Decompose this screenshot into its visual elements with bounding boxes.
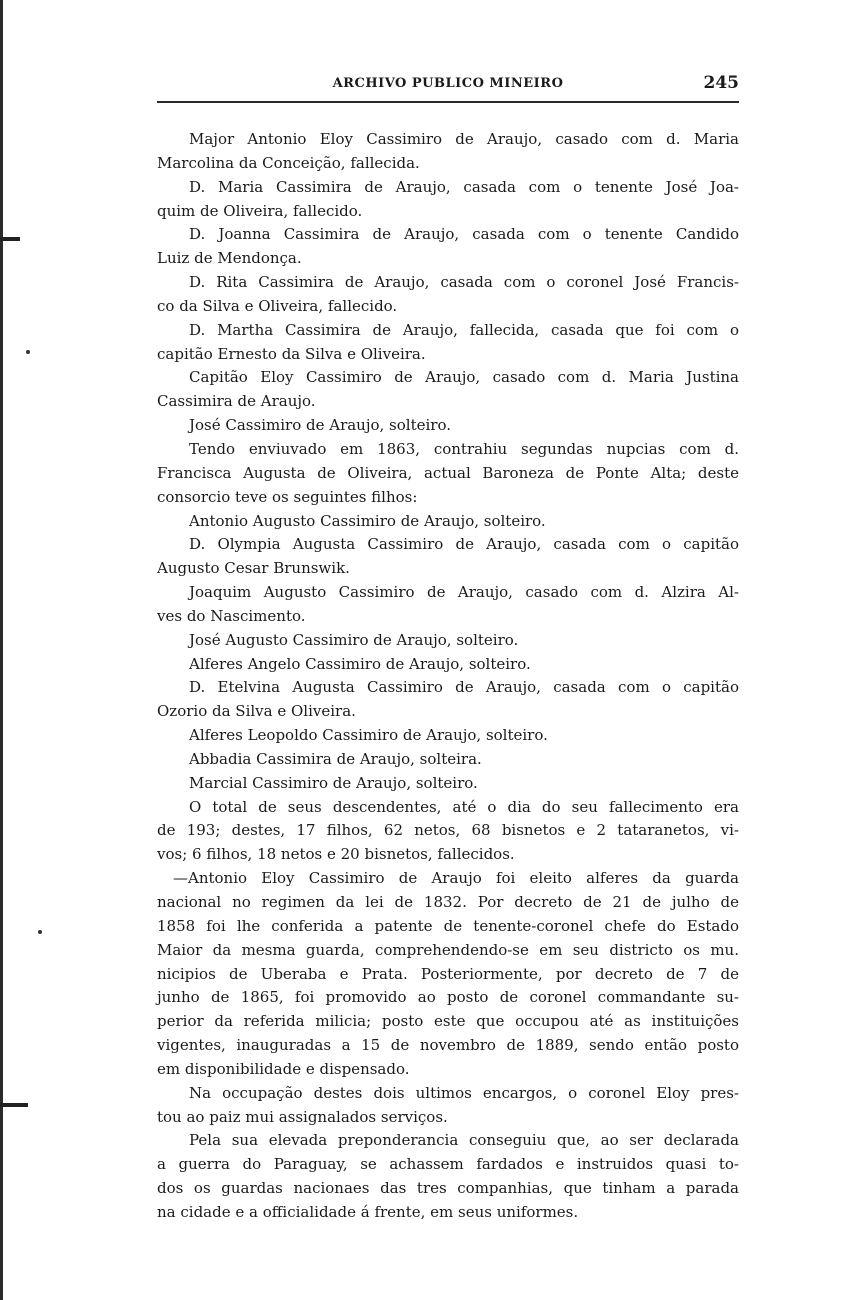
text-line: Abbadia Cassimira de Araujo, solteira. [189, 749, 482, 768]
print-speck [38, 930, 42, 934]
print-speck [26, 350, 30, 354]
text-line: consorcio teve os seguintes filhos: [157, 487, 418, 506]
text-line: Ozorio da Silva e Oliveira. [157, 702, 356, 721]
text-line: a guerra do Paraguay, se achassem fardados e instruidos quasi to- [157, 1155, 739, 1174]
text-line: Francisca Augusta de Oliveira, actual Baroneza de Ponte Alta; deste [157, 463, 739, 482]
text-line: tou ao paiz mui assignalados serviços. [157, 1107, 448, 1126]
page-number: 245 [703, 73, 739, 93]
text-line: junho de 1865, foi promovido ao posto de coronel commandante su- [157, 988, 739, 1007]
text-line: nacional no regimen da lei de 1832. Por decreto de 21 de julho de [157, 893, 739, 911]
text-line: Augusto Cesar Brunswik. [157, 559, 350, 578]
text-line: quim de Oliveira, fallecido. [157, 201, 363, 220]
text-line: Capitão Eloy Cassimiro de Araujo, casado com d. Maria Justina [189, 368, 739, 387]
text-line: José Cassimiro de Araujo, solteiro. [189, 416, 451, 435]
text-line: D. Martha Cassimira de Araujo, fallecida, casada que foi com o [189, 320, 739, 339]
text-line: Joaquim Augusto Cassimiro de Araujo, casado com d. Alzira Al- [189, 583, 739, 602]
text-line: Maior da mesma guarda, comprehendendo-se em seu districto os mu. [157, 940, 739, 959]
text-line: 1858 foi lhe conferida a patente de tenente-coronel chefe do Estado [157, 916, 739, 935]
text-line: perior da referida milicia; posto este que occupou até as instituições [157, 1012, 739, 1031]
text-line: Na occupação destes dois ultimos encargos, o coronel Eloy pres- [189, 1083, 739, 1102]
text-line: Alferes Angelo Cassimiro de Araujo, solteiro. [189, 654, 531, 673]
text-line: dos os guardas nacionaes das tres companhias, que tinham a parada [157, 1179, 739, 1198]
text-line: de 193; destes, 17 filhos, 62 netos, 68 bisnetos e 2 tataranetos, vi- [157, 821, 739, 840]
text-line: na cidade e a officialidade á frente, em seus uniformes. [157, 1202, 579, 1221]
header-rule [157, 101, 739, 103]
text-line: —Antonio Eloy Cassimiro de Araujo foi eleito alferes da guarda [173, 869, 739, 888]
text-line: Major Antonio Eloy Cassimiro de Araujo, casado com d. Maria [189, 130, 739, 148]
header-title: ARCHIVO PUBLICO MINEIRO [332, 76, 564, 91]
text-line: Antonio Augusto Cassimiro de Araujo, solteiro. [189, 511, 546, 530]
edge-mark [0, 1103, 28, 1107]
text-line: em disponibilidade e dispensado. [157, 1059, 410, 1078]
text-line: Pela sua elevada preponderancia conseguiu que, ao ser declarada [189, 1131, 739, 1150]
body-text [157, 128, 739, 1225]
edge-mark [0, 237, 20, 241]
text-line: Tendo enviuvado em 1863, contrahiu segundas nupcias com d. [189, 439, 739, 458]
text-line: D. Maria Cassimira de Araujo, casada com o tenente José Joa- [189, 177, 739, 196]
text-line: vos; 6 filhos, 18 netos e 20 bisnetos, fallecidos. [157, 845, 515, 864]
text-line: D. Olympia Augusta Cassimiro de Araujo, casada com o capitão [189, 535, 739, 554]
running-header [157, 73, 739, 96]
text-line: Luiz de Mendonça. [157, 249, 302, 268]
text-line: D. Etelvina Augusta Cassimiro de Araujo, casada com o capitão [189, 678, 739, 697]
text-line: Marcolina da Conceição, fallecida. [157, 153, 420, 172]
text-line: D. Rita Cassimira de Araujo, casada com o coronel José Francis- [189, 273, 739, 292]
text-line: vigentes, inauguradas a 15 de novembro de 1889, sendo então posto [157, 1036, 739, 1055]
text-line: ves do Nascimento. [157, 606, 306, 625]
text-line: O total de seus descendentes, até o dia do seu fallecimento era [189, 797, 739, 816]
text-line: Alferes Leopoldo Cassimiro de Araujo, solteiro. [189, 726, 548, 745]
text-line: José Augusto Cassimiro de Araujo, solteiro. [189, 630, 519, 649]
text-line: nicipios de Uberaba e Prata. Posteriormente, por decreto de 7 de [157, 964, 739, 983]
text-line: D. Joanna Cassimira de Araujo, casada com o tenente Candido [189, 225, 739, 244]
text-line: Cassimira de Araujo. [157, 392, 316, 411]
text-line: co da Silva e Oliveira, fallecido. [157, 296, 398, 315]
text-line: capitão Ernesto da Silva e Oliveira. [157, 344, 426, 363]
text-line: Marcial Cassimiro de Araujo, solteiro. [189, 773, 478, 792]
